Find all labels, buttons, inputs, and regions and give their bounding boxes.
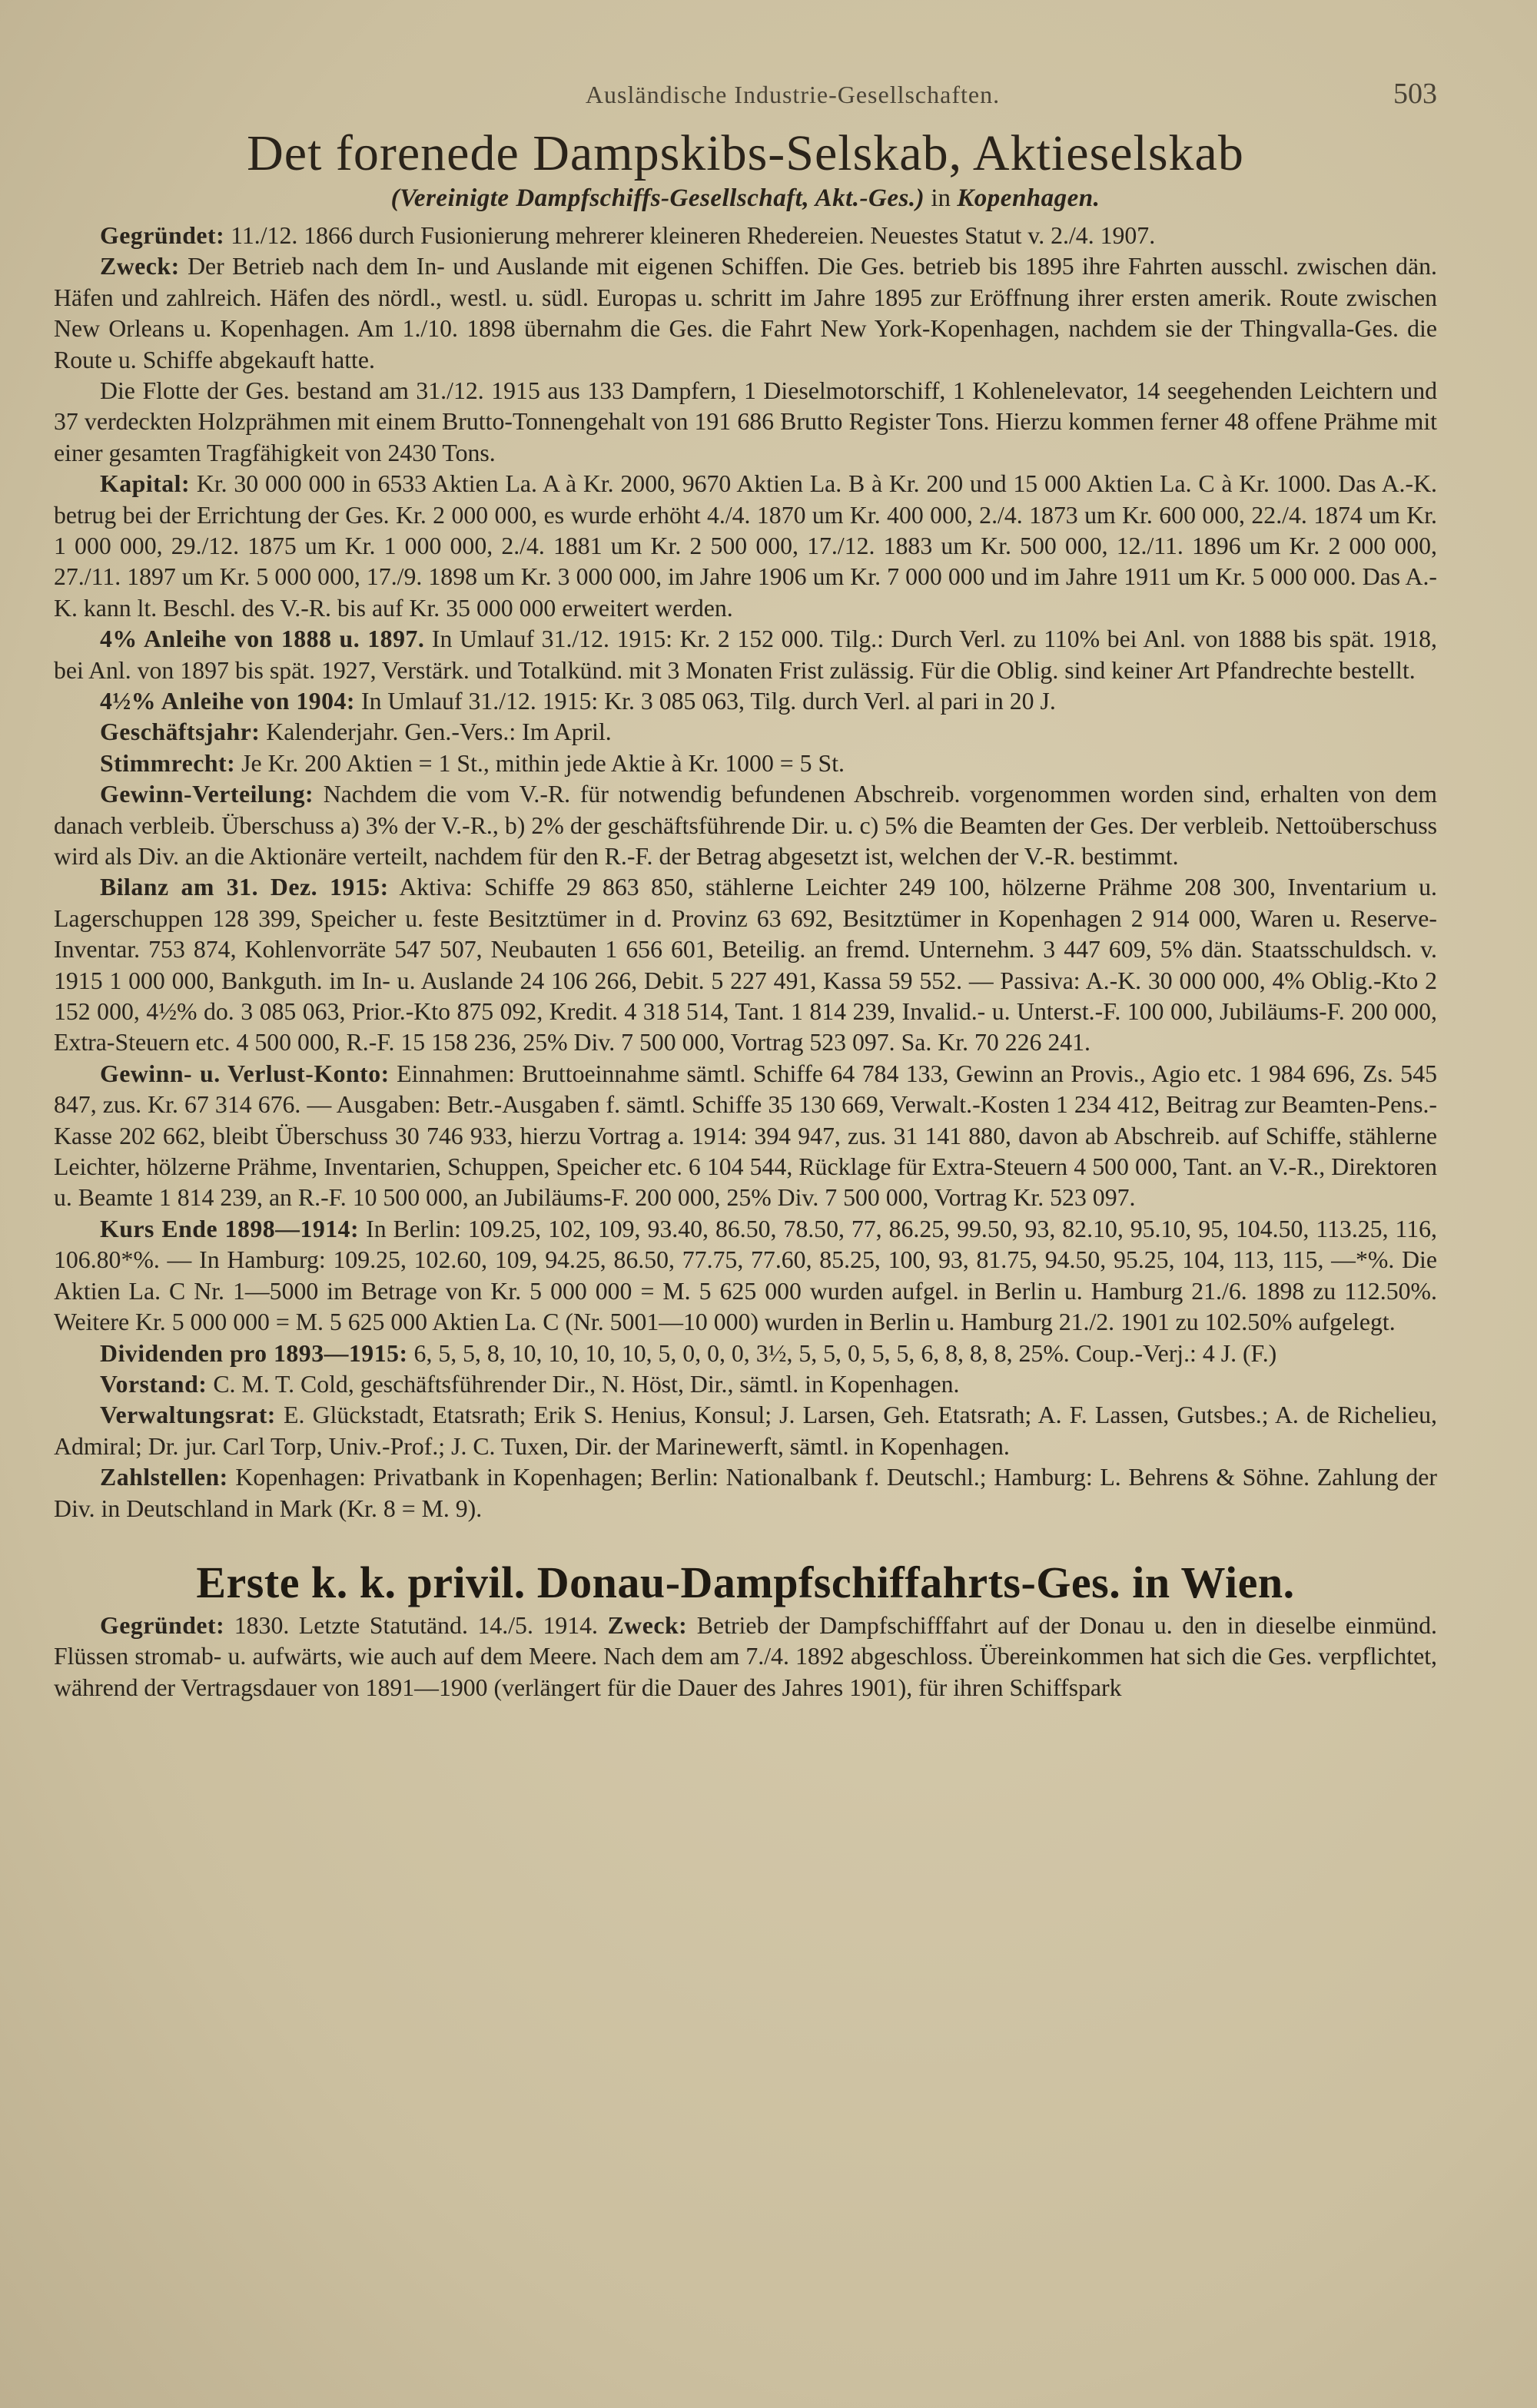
paragraph-zweck [54,251,1437,376]
running-head [69,77,1437,111]
paragraph-gewinn-verteilung [54,779,1437,872]
paragraph-label: Bilanz am 31. Dez. 1915: [100,874,389,901]
paragraph-text: 11./12. 1866 durch Fusionierung mehrerer kleineren Rhedereien. Neuestes Statut v. 2./4. 1907. [224,221,1156,249]
paragraph-geschaeftsjahr [54,717,1437,748]
company-2-title: Erste k. k. privil. Donau-Dampfschiffahrts-Ges. in Wien. [196,1557,1295,1607]
paragraph-label: Stimmrecht: [100,749,236,777]
paragraph-text: E. Glückstadt, Etatsrath; Erik S. Henius, Konsul; J. Larsen, Geh. Etatsrath; A. F. Lassen, Gutsbes.; A. de Richelieu, Admiral; Dr. jur. Carl Torp, Univ.-Prof.; J. C. Tuxen, Dir. der Marinewerft, sämtl. in Kopenhagen. [54,1401,1437,1460]
paragraph-text-2: Betrieb der Dampfschifffahrt auf der Donau u. den in dieselbe einmünd. Flüssen stromab- u. aufwärts, wie auch auf dem Meere. Nach dem am 7./4. 1892 abgeschloss. Übereinkommen hat sich die Ges. verpflichtet, während der Vertragsdauer von 1891—1900 (verlängert für die Dauer des Jahres 1901), für ihren Schiffspark [54,1611,1437,1701]
paragraph-gegruendet [54,221,1437,251]
paragraph-text: In Berlin: 109.25, 102, 109, 93.40, 86.50, 78.50, 77, 86.25, 99.50, 93, 82.10, 95.10, 95, 104.50, 113.25, 116, 106.80*%. — In Hamburg: 109.25, 102.60, 109, 94.25, 86.50, 77.75, 77.60, 85.25, 100, 93, 81.75, 94.50, 95.25, 104, 113, 115, —*%. Die Aktien La. C Nr. 1—5000 im Betrage von Kr. 5 000 000 = M. 5 625 000 wurden aufgel. in Berlin u. Hamburg 21./6. 1898 zu 112.50%. Weitere Kr. 5 000 000 = M. 5 625 000 Aktien La. C (Nr. 5001—10 000) wurden in Berlin u. Hamburg 21./2. 1901 zu 102.50% aufgelegt. [54,1215,1437,1336]
paragraph-anleihe-1904 [54,686,1437,717]
paragraph-text: Je Kr. 200 Aktien = 1 St., mithin jede Aktie à Kr. 1000 = 5 St. [235,749,845,777]
paragraph-vorstand [54,1369,1437,1400]
paragraph-text: 1830. Letzte Statutänd. 14./5. 1914. [224,1611,608,1639]
paragraph-gewinn-verlust [54,1059,1437,1214]
paragraph-kurs [54,1214,1437,1338]
paragraph-label: Vorstand: [100,1370,207,1398]
paragraph-label: Gewinn-Verteilung: [100,781,314,808]
company-2-body [54,1610,1437,1703]
company-1-body [54,221,1437,1524]
paragraph-text: In Umlauf 31./12. 1915: Kr. 2 152 000. Tilg.: Durch Verl. zu 110% bei Anl. von 1888 bis spät. 1918, bei Anl. von 1897 bis spät. 1927, Verstärk. und Totalkünd. mit 3 Monaten Frist zulässig. Für die Oblig. sind keiner Art Pfandrechte bestellt. [54,625,1437,684]
company-1-city: Kopenhagen. [957,184,1100,212]
paragraph-bilanz [54,872,1437,1058]
paragraph-label: Gewinn- u. Verlust-Konto: [100,1060,390,1087]
paragraph-dividenden [54,1338,1437,1369]
paragraph-label: Kurs Ende 1898—1914: [100,1215,360,1242]
page-number: 503 [1393,78,1437,110]
paragraph-text: C. M. T. Cold, geschäftsführender Dir., N. Höst, Dir., sämtl. in Kopenhagen. [207,1370,960,1398]
paragraph-text: In Umlauf 31./12. 1915: Kr. 3 085 063, Tilg. durch Verl. al pari in 20 J. [355,687,1056,715]
paragraph-text: Nachdem die vom V.-R. für notwendig befundenen Abschreib. vorgenommen worden sind, erhalten von dem danach verbleib. Überschuss a) 3% der V.-R., b) 2% der geschäftsführende Dir. u. c) 5% die Beamten der Ges. Der verbleib. Nettoüberschuss wird als Div. an die Aktionäre verteilt, nachdem für den R.-F. der Betrag abgesetzt ist, welchen der V.-R. bestimmt. [54,781,1437,871]
paragraph-text: Die Flotte der Ges. bestand am 31./12. 1915 aus 133 Dampfern, 1 Dieselmotorschiff, 1 Kohlenelevator, 14 seegehenden Leichtern und 37 verdeckten Holzprähmen mit einem Brutto-Tonnengehalt von 191 686 Brutto Register Tons. Hierzu kommen ferner 48 offene Prähme mit einer gesamten Tragfähigkeit von 2430 Tons. [54,376,1437,466]
company-1-subtitle-in: in [925,184,958,212]
paragraph-text: Kopenhagen: Privatbank in Kopenhagen; Berlin: Nationalbank f. Deutschl.; Hamburg: L. Behrens & Söhne. Zahlung der Div. in Deutschland in Mark (Kr. 8 = M. 9). [54,1464,1437,1522]
paragraph-text: Aktiva: Schiffe 29 863 850, stählerne Leichter 249 100, hölzerne Prähme 208 300, Inventarium u. Lagerschuppen 128 399, Speicher u. feste Besitztümer in d. Provinz 63 692, Besitztümer in Kopenhagen 2 914 000, Waren u. Reserve-Inventar. 753 874, Kohlenvorräte 547 507, Neubauten 1 656 601, Beteilig. an fremd. Unternehm. 3 447 609, 5% dän. Staatsschuldsch. v. 1915 1 000 000, Bankguth. im In- u. Auslande 24 106 266, Debit. 5 227 491, Kassa 59 552. — Passiva: A.-K. 30 000 000, 4% Oblig.-Kto 2 152 000, 4½% do. 3 085 063, Prior.-Kto 875 092, Kredit. 4 318 514, Tant. 1 814 239, Invalid.- u. Unterst.-F. 100 000, Jubiläums-F. 200 000, Extra-Steuern etc. 4 500 000, R.-F. 15 158 236, 25% Div. 7 500 000, Vortrag 523 097. Sa. Kr. 70 226 241. [54,874,1438,1056]
company-1-title: Det forenede Dampskibs-Selskab, Aktieselskab [247,125,1244,181]
paragraph-kapital [54,469,1437,624]
company-1-subtitle [54,184,1437,213]
paragraph-label: Dividenden pro 1893—1915: [100,1339,408,1367]
paragraph-label: Zweck: [100,253,180,280]
paragraph-verwaltungsrat [54,1400,1437,1462]
paragraph-text: Kalenderjahr. Gen.-Vers.: Im April. [260,718,612,746]
paragraph-text: Einnahmen: Bruttoeinnahme sämtl. Schiffe 64 784 133, Gewinn an Provis., Agio etc. 1 984 696, Zs. 545 847, zus. Kr. 67 314 676. — Ausgaben: Betr.-Ausgaben f. sämtl. Schiffe 35 130 669, Verwalt.-Kosten 1 234 412, Beitrag zur Beamten-Pens.-Kasse 202 662, bleibt Überschuss 30 746 933, hierzu Vortrag a. 1914: 394 947, zus. 31 141 880, davon ab Abschreib. auf Schiffe, stählerne Leichter, hölzerne Prähme, Inventarien, Schuppen, Speicher etc. 6 104 544, Rücklage für Extra-Steuern 4 500 000, Tant. an V.-R., Direktoren u. Beamte 1 814 239, an R.-F. 10 500 000, an Jubiläums-F. 200 000, 25% Div. 7 500 000, Vortrag Kr. 523 097. [54,1060,1437,1212]
paragraph-label: Kapital: [100,470,191,498]
paragraph-text: 6, 5, 5, 8, 10, 10, 10, 10, 5, 0, 0, 0, 3½, 5, 5, 0, 5, 5, 6, 8, 8, 8, 25%. Coup.-Verj.: 4 J. (F.) [407,1339,1277,1367]
paragraph-label: Geschäftsjahr: [100,718,261,746]
company-1-german-name: (Vereinigte Dampfschiffs-Gesellschaft, Akt.-Ges.) [390,184,925,212]
paragraph-label: Gegründet: [100,1611,225,1639]
running-head-title: Ausländische Industrie-Gesellschaften. [585,81,1001,108]
paragraph-label: 4½% Anleihe von 1904: [100,687,356,715]
paragraph-gegruendet-zweck [54,1610,1437,1703]
paragraph-label: Gegründet: [100,221,225,249]
paragraph-label: Zahlstellen: [100,1464,228,1491]
paragraph-anleihe-1888 [54,624,1437,686]
paragraph-text: Kr. 30 000 000 in 6533 Aktien La. A à Kr. 2000, 9670 Aktien La. B à Kr. 200 und 15 000 Aktien La. C à Kr. 1000. Das A.-K. betrug bei der Errichtung der Ges. Kr. 2 000 000, es wurde erhöht 4./4. 1870 um Kr. 400 000, 2./4. 1873 um Kr. 600 000, 22./4. 1874 um Kr. 1 000 000, 29./12. 1875 um Kr. 1 000 000, 2./4. 1881 um Kr. 2 500 000, 17./12. 1883 um Kr. 500 000, 12./11. 1896 um Kr. 2 000 000, 27./11. 1897 um Kr. 5 000 000, 17./9. 1898 um Kr. 3 000 000, im Jahre 1906 um Kr. 7 000 000 und im Jahre 1911 um Kr. 5 000 000. Das A.-K. kann lt. Beschl. des V.-R. bis auf Kr. 35 000 000 erweitert werden. [54,470,1437,622]
paragraph-label-2: Zweck: [607,1611,688,1639]
paragraph-label: 4% Anleihe von 1888 u. 1897. [100,625,425,653]
paragraph-stimmrecht [54,748,1437,779]
paragraph-flotte [54,376,1437,469]
paragraph-zahlstellen [54,1462,1437,1524]
paragraph-label: Verwaltungsrat: [100,1401,276,1429]
paragraph-text: Der Betrieb nach dem In- und Auslande mit eigenen Schiffen. Die Ges. betrieb bis 1895 ihre Fahrten ausschl. zwischen dän. Häfen und zahlreich. Häfen des nördl., westl. u. südl. Europas u. schritt im Jahre 1895 zur Eröffnung ihrer ersten amerik. Route zwischen New Orleans u. Kopenhagen. Am 1./10. 1898 übernahm die Ges. die Fahrt New York-Kopenhagen, nachdem sie der Thingvalla-Ges. die Route u. Schiffe abgekauft hatte. [54,253,1437,373]
